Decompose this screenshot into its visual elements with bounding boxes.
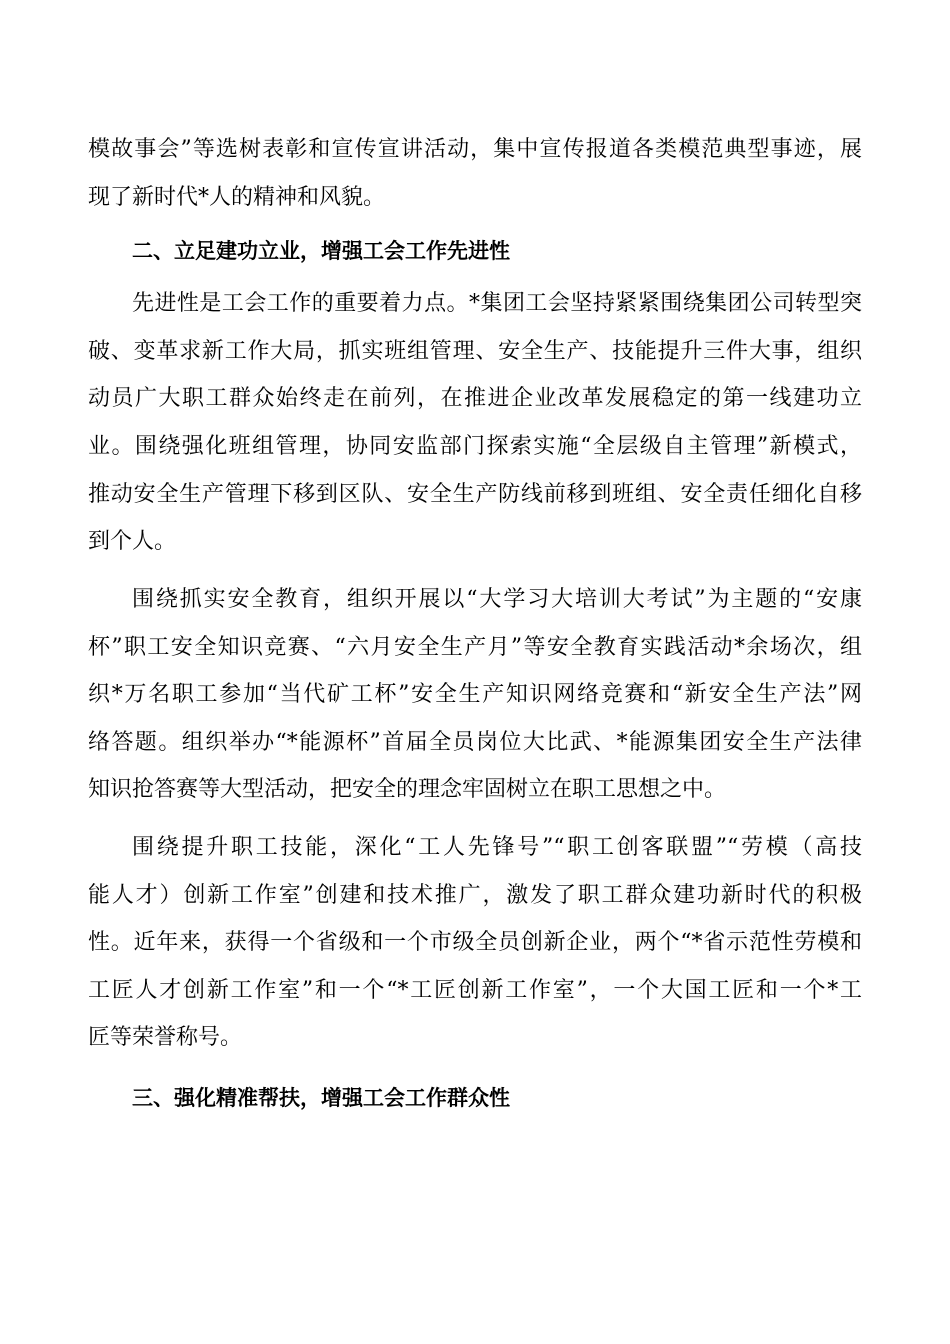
- paragraph-line: 破、变革求新工作大局，抓实班组管理、安全生产、技能提升三件大事，组织: [88, 339, 862, 364]
- paragraph-line: 推动安全生产管理下移到区队、安全生产防线前移到班组、安全责任细化自移: [88, 482, 862, 507]
- paragraph-line: 络答题。组织举办“*能源杯”首届全员岗位大比武、*能源集团安全生产法律: [88, 730, 862, 755]
- paragraph-line: 动员广大职工群众始终走在前列，在推进企业改革发展稳定的第一线建功立: [88, 386, 862, 411]
- paragraph-line: 到个人。: [88, 529, 177, 554]
- section-heading-3: 三、强化精准帮扶，增强工会工作群众性: [132, 1086, 510, 1110]
- paragraph-line: 知识抢答赛等大型活动，把安全的理念牢固树立在职工思想之中。: [88, 777, 727, 802]
- paragraph-line: 性。近年来，获得一个省级和一个市级全员创新企业，两个“*省示范性劳模和: [88, 930, 862, 955]
- paragraph-line: 匠等荣誉称号。: [88, 1025, 243, 1050]
- paragraph-line: 现了新时代*人的精神和风貌。: [88, 185, 386, 210]
- paragraph-line: 围绕提升职工技能，深化“工人先锋号”“职工创客联盟”“劳模（高技: [132, 835, 862, 860]
- paragraph-line: 模故事会”等选树表彰和宣传宣讲活动，集中宣传报道各类模范典型事迹，展: [88, 137, 862, 162]
- paragraph-line: 业。围绕强化班组管理，协同安监部门探索实施“全层级自主管理”新模式，: [88, 434, 862, 459]
- paragraph-line: 工匠人才创新工作室”和一个“*工匠创新工作室”，一个大国工匠和一个*工: [88, 978, 862, 1003]
- paragraph-line: 织*万名职工参加“当代矿工杯”安全生产知识网络竞赛和“新安全生产法”网: [88, 682, 862, 707]
- paragraph-line: 围绕抓实安全教育，组织开展以“大学习大培训大考试”为主题的“安康: [132, 587, 862, 612]
- section-heading-2: 二、立足建功立业，增强工会工作先进性: [132, 239, 510, 263]
- paragraph-line: 杯”职工安全知识竞赛、“六月安全生产月”等安全教育实践活动*余场次，组: [88, 635, 862, 660]
- paragraph-line: 先进性是工会工作的重要着力点。*集团工会坚持紧紧围绕集团公司转型突: [132, 291, 862, 316]
- paragraph-line: 能人才）创新工作室”创建和技术推广，激发了职工群众建功新时代的积极: [88, 883, 862, 908]
